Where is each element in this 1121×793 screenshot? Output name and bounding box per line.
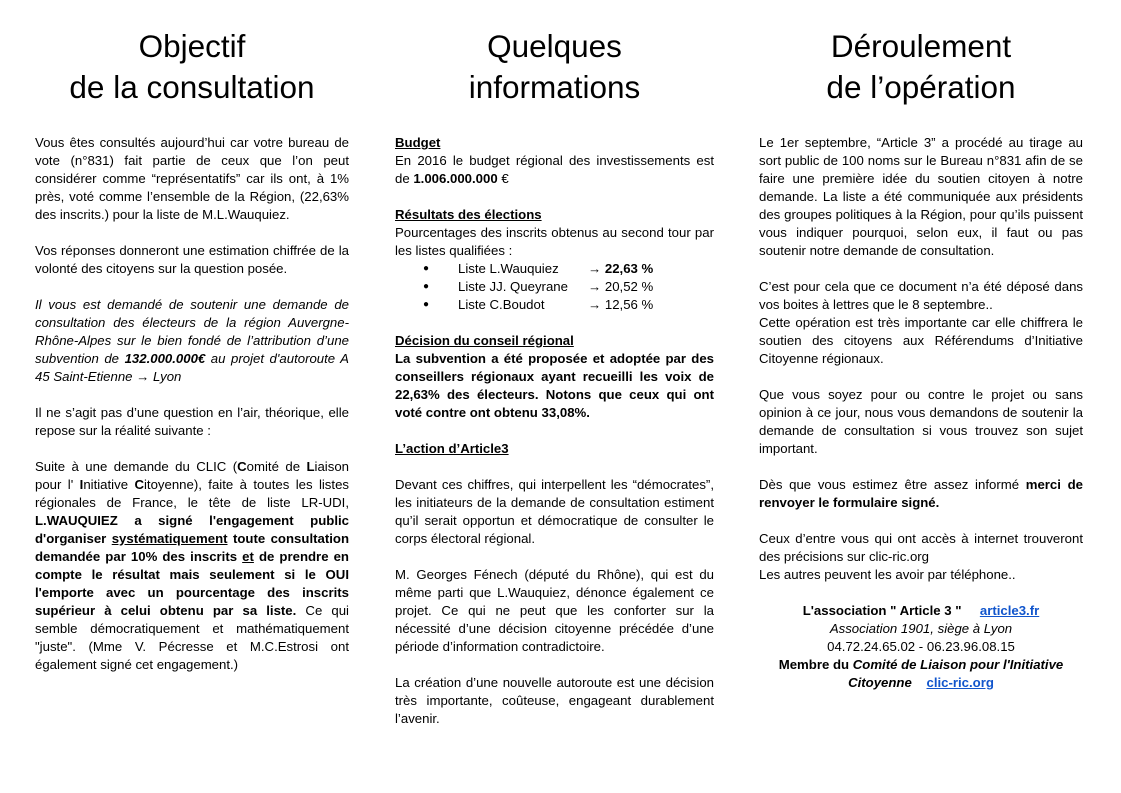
list-item: ● Liste JJ. Queyrane → 20,52 % — [423, 278, 714, 296]
column-informations — [395, 26, 714, 746]
decision-heading: Décision du conseil régional — [395, 333, 574, 348]
title-informations — [395, 26, 714, 108]
column-objectif — [35, 26, 349, 692]
column-deroulement — [759, 26, 1083, 692]
budget-heading: Budget — [395, 135, 441, 150]
paragraph-tirage: Le 1er septembre, “Article 3” a procédé au tirage au sort public de 100 noms sur le Bureau n°831 afin de se faire une première idée du soutien citoyen à notre demande. La liste a été communiquée aux présidents des groupes politiques à la Région, pour qu’ils puissent vous indiquer pourquoi, selon eux, il faut ou pas soutenir notre demande de consultation. — [759, 135, 1083, 258]
paragraph-depot: C’est pour cela que ce document n’a été déposé dans vos boites à lettres que le 8 septembre.. Cette opération est très importante car elle chiffrera le soutien des citoyens aux Référendums d’Initiative Citoyenne régionaux. — [759, 279, 1083, 366]
section-decision: Décision du conseil régional La subvention a été proposée et adoptée par des conseillers régionaux ayant recueilli les voix de 22,63% des électeurs. Notons que ceux qui ont voté contre ont obtenu 33,08%. — [395, 333, 714, 420]
title-deroulement — [759, 26, 1083, 108]
paragraph-engagement: Suite à une demande du CLIC (Comité de Liaison pour l' Initiative Citoyenne), faite à toutes les listes régionales de France, le tête de liste LR-UDI, L.WAUQUIEZ a signé l'engagement public d'organiser systématiquement toute consultation demandée par 10% des inscrits et de prendre en compte le résultat mais seulement si le OUI l'emporte avec un pourcentage des inscrits supérieur à celui obtenu par sa liste. Ce qui semble démocratiquement et mathématiquement "juste". (Mme V. Pécresse et M.C.Estrosi ont également signé cet engagement.) — [35, 459, 349, 672]
clic-ric-link[interactable]: clic-ric.org — [926, 675, 994, 690]
section-budget: Budget En 2016 le budget régional des investissements est de 1.006.000.000 € — [395, 135, 714, 186]
paragraph-reality: Il ne s’agit pas d’une question en l’air, théorique, elle repose sur la réalité suivante : — [35, 405, 349, 438]
paragraph-internet: Ceux d’entre vous qui ont accès à internet trouveront des précisions sur clic-ric.org Les autres peuvent les avoir par téléphone.. — [759, 531, 1083, 582]
paragraph-action-2: M. Georges Fénech (député du Rhône), qui est du même parti que L.Wauquiez, dénonce également ce projet. Ce qui ne peut que les conforter sur la nécessité d’une décision citoyenne précédée d’une période d’information contradictoire. — [395, 567, 714, 654]
paragraph-action-1: Devant ces chiffres, qui interpellent les “démocrates”, les initiateurs de la demande de consultation estiment qu’il serait opportun et démocratique de consulter le corps électoral régional. — [395, 477, 714, 546]
paragraph-action-3: La création d’une nouvelle autoroute est une décision très importante, coûteuse, engageant durablement l’avenir. — [395, 675, 714, 726]
title-line-1: Déroulement — [830, 28, 1012, 64]
results-list — [395, 260, 714, 314]
title-line-2: de la consultation — [69, 69, 315, 105]
title-line-2: de l’opération — [826, 69, 1016, 105]
title-line-2: informations — [468, 69, 641, 105]
budget-amount: 1.006.000.000 — [413, 171, 498, 186]
action-heading: L’action d’Article3 — [395, 441, 509, 456]
article3-link[interactable]: article3.fr — [979, 603, 1040, 618]
paragraph-question: Il vous est demandé de soutenir une demande de consultation des électeurs de la région Auvergne-Rhône-Alpes sur le bien fondé de l’attribution d’une subvention de 132.000.000€ au projet d'autoroute A 45 Saint-Etienne → Lyon — [35, 297, 349, 384]
title-line-1: Objectif — [138, 28, 246, 64]
results-heading: Résultats des élections — [395, 207, 542, 222]
subsidy-amount: 132.000.000€ — [124, 351, 206, 366]
association-info: Association 1901, siège à Lyon — [829, 621, 1013, 636]
list-item: ● Liste C.Boudot → 12,56 % — [423, 296, 714, 314]
paragraph-estimation: Vos réponses donneront une estimation chiffrée de la volonté des citoyens sur la question posée. — [35, 243, 349, 276]
list-item: ● Liste L.Wauquiez → 22,63 % — [423, 260, 714, 278]
title-line-1: Quelques — [487, 28, 622, 64]
paragraph-soutien: Que vous soyez pour ou contre le projet ou sans opinion à ce jour, nous vous demandons de soutenir la demande de consultation si vous trouvez son sujet important. — [759, 387, 1083, 456]
title-objectif — [35, 26, 349, 108]
paragraph-bureau: Vous êtes consultés aujourd’hui car votre bureau de vote (n°831) fait partie de ceux que l’on peut considérer comme “représentatifs” car ils ont, à 1% près, voté comme l’ensemble de la Région, (22,63% des inscrits.) pour la liste de M.L.Wauquiez. — [35, 135, 349, 222]
association-name: L'association " Article 3 " — [802, 603, 962, 618]
phone-numbers: 04.72.24.65.02 - 06.23.96.08.15 — [827, 639, 1015, 654]
signature-block: L'association " Article 3 " article3.fr Association 1901, siège à Lyon 04.72.24.65.02 - 06.23.96.08.15 Membre du Comité de Liaison pour l'Initiative Citoyenne clic-ric.org — [759, 602, 1083, 692]
section-results: Résultats des élections Pourcentages des inscrits obtenus au second tour par les listes qualifiées : ● Liste L.Wauquiez → 22,63 % ● Liste JJ. Queyrane → 20,52 % ● Liste C.Boudot → 12,56 % — [395, 206, 714, 314]
paragraph-renvoi: Dès que vous estimez être assez informé merci de renvoyer le formulaire signé. — [759, 477, 1083, 510]
